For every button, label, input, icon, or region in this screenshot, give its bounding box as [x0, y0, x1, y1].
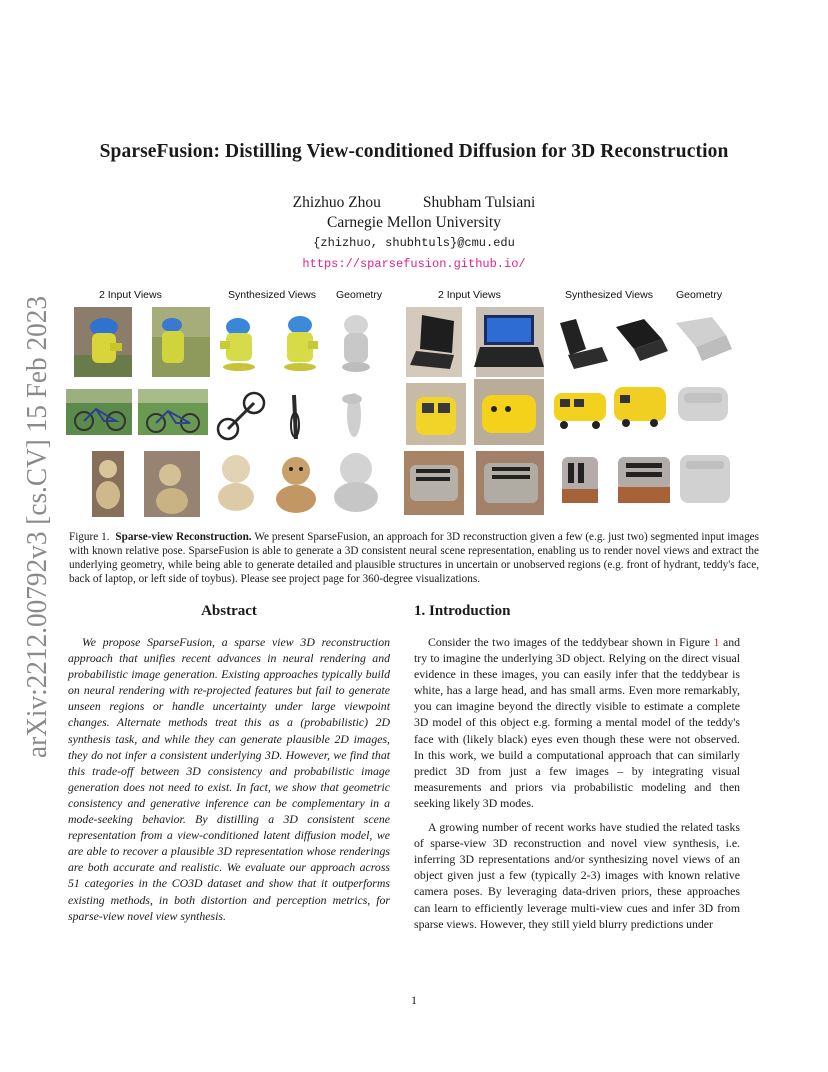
hydrant-input-1: [74, 307, 132, 377]
caption-bold: Sparse-view Reconstruction.: [115, 531, 252, 543]
caption-text: We present SparseFusion, an approach for 3D reconstruction given a few (e.g. just two) segmented input images with known relative pose. SparseFusion is able to generate a 3D consistent neural scene representation, enabling us to render novel views and extract the underlying geometry, while being able to generate detailed and plausible structures in uncertain or unobserved regions (e.g. front of hydrant, teddy's face, back of laptop, or left side of toybus). Please see project page for 360-degree visualizations.: [69, 531, 760, 585]
affiliation: Carnegie Mellon University: [327, 214, 501, 231]
toaster-synth-1: [562, 457, 598, 503]
figure-header-input-left: 2 Input Views: [99, 289, 162, 301]
laptop-input-1: [406, 307, 462, 377]
toaster-synth-2: [618, 457, 670, 503]
toybus-input-2: [474, 379, 544, 445]
hydrant-geometry: [342, 315, 370, 372]
laptop-synth-2: [616, 319, 668, 361]
teddy-geometry: [334, 453, 378, 512]
hydrant-input-2: [152, 307, 210, 377]
abstract-text: We propose SparseFusion, a sparse view 3D reconstruction approach that unifies recent advances in neural rendering and probabilistic image generation. Existing approaches typically build on neural rendering with re-projected features but fail to generate unseen regions or handle uncertainty under large viewpoint changes. Alternate methods treat this as a (probabilistic) 2D synthesis task, and while they can generate plausible 2D images, they do not infer a consistent underlying 3D. However, we find that this trade-off between 3D consistency and probabilistic image generation does not need to exist. In fact, we show that geometric consistency and generative inference can be complementary in a mode-seeking behavior. By distilling a 3D consistent scene representation from a view-conditioned latent diffusion model, we are able to recover a plausible 3D representation whose renderings are both accurate and realistic. We evaluate our approach across 51 categories in the CO3D dataset and show that it outperforms existing methods, in both distortion and perception metrics, for sparse-view novel view synthesis.: [68, 635, 390, 923]
teddy-synth-2: [276, 457, 316, 513]
author-2: Shubham Tulsiani: [422, 194, 536, 211]
figure-1-image-grid: [64, 305, 744, 525]
introduction-heading: 1. Introduction: [414, 603, 511, 619]
toaster-input-2: [476, 451, 544, 515]
project-url[interactable]: https://sparsefusion.github.io/: [302, 257, 526, 271]
author-1: Zhizhuo Zhou: [292, 194, 381, 211]
bicycle-geometry: [342, 393, 362, 437]
figure-header-input-right: 2 Input Views: [438, 289, 501, 301]
bicycle-input-1: [66, 389, 132, 435]
hydrant-synth-1: [220, 318, 255, 371]
toaster-geometry: [680, 455, 730, 503]
figure-1-link[interactable]: 1: [713, 635, 720, 649]
hydrant-synth-2: [284, 316, 318, 371]
toybus-input-1: [406, 383, 466, 445]
abstract-section: [68, 603, 390, 924]
intro-paragraph-1: [414, 634, 740, 811]
toybus-synth-2: [614, 387, 666, 427]
page-number: 1: [411, 993, 417, 1007]
laptop-synth-1: [560, 319, 608, 369]
toybus-synth-1: [554, 393, 606, 429]
bicycle-input-2: [138, 389, 208, 435]
bicycle-synth-1: [218, 393, 264, 439]
email: {zhizhuo, shubhtuls}@cmu.edu: [313, 236, 515, 250]
toybus-geometry: [678, 387, 728, 421]
figure-header-geometry-right: Geometry: [676, 289, 723, 301]
intro-p1-start: Consider the two images of the teddybear shown in Figure: [428, 635, 714, 649]
teddy-synth-1: [218, 455, 254, 511]
intro-paragraph-2: A growing number of recent works have studied the related tasks of sparse-view 3D reconstruction and novel view synthesis, i.e. inferring 3D representations and/or synthesizing novel views of an object given just a few (typically 2-3) images with known relative camera poses. By leveraging data-driven priors, these approaches can learn to efficiently leverage multi-view cues and infer 3D from sparse views. However, they still yield blurry predictions under: [414, 820, 740, 931]
toaster-input-1: [404, 451, 464, 515]
intro-p1-rest: and try to imagine the underlying 3D object. Relying on the direct visual evidence in these images, you can easily infer that the teddybear is white, has a large head, and has small arms. Even more remarkably, you can imagine beyond the directly visible to estimate a complete 3D model of this object e.g. forming a mental model of the teddy's face with (likely black) eyes even though these were not observed. In this work, we build a computational approach that can similarly predict 3D from just a few images – by integrating visual measurements and priors via probabilistic modeling and then seeking likely 3D modes.: [414, 635, 741, 810]
figure-header-synth-right: Synthesized Views: [565, 289, 653, 301]
abstract-heading: Abstract: [201, 603, 257, 619]
authors: [0, 194, 828, 212]
paper-title: SparseFusion: Distilling View-conditioned Diffusion for 3D Reconstruction: [99, 141, 729, 162]
figure-header-geometry-left: Geometry: [336, 289, 383, 301]
arxiv-stamp: [2, 290, 62, 760]
teddy-input-1: [92, 451, 124, 517]
laptop-geometry: [676, 317, 732, 361]
laptop-input-2: [474, 307, 544, 377]
arxiv-id: arXiv:2212.00792v3 [cs.CV] 15 Feb 2023: [22, 290, 53, 758]
bicycle-synth-2: [291, 395, 299, 439]
figure-header-synth-left: Synthesized Views: [228, 289, 316, 301]
caption-label: Figure 1.: [69, 531, 110, 543]
teddy-input-2: [144, 451, 200, 517]
figure-1-caption: [69, 530, 759, 586]
introduction-section: [414, 603, 740, 940]
